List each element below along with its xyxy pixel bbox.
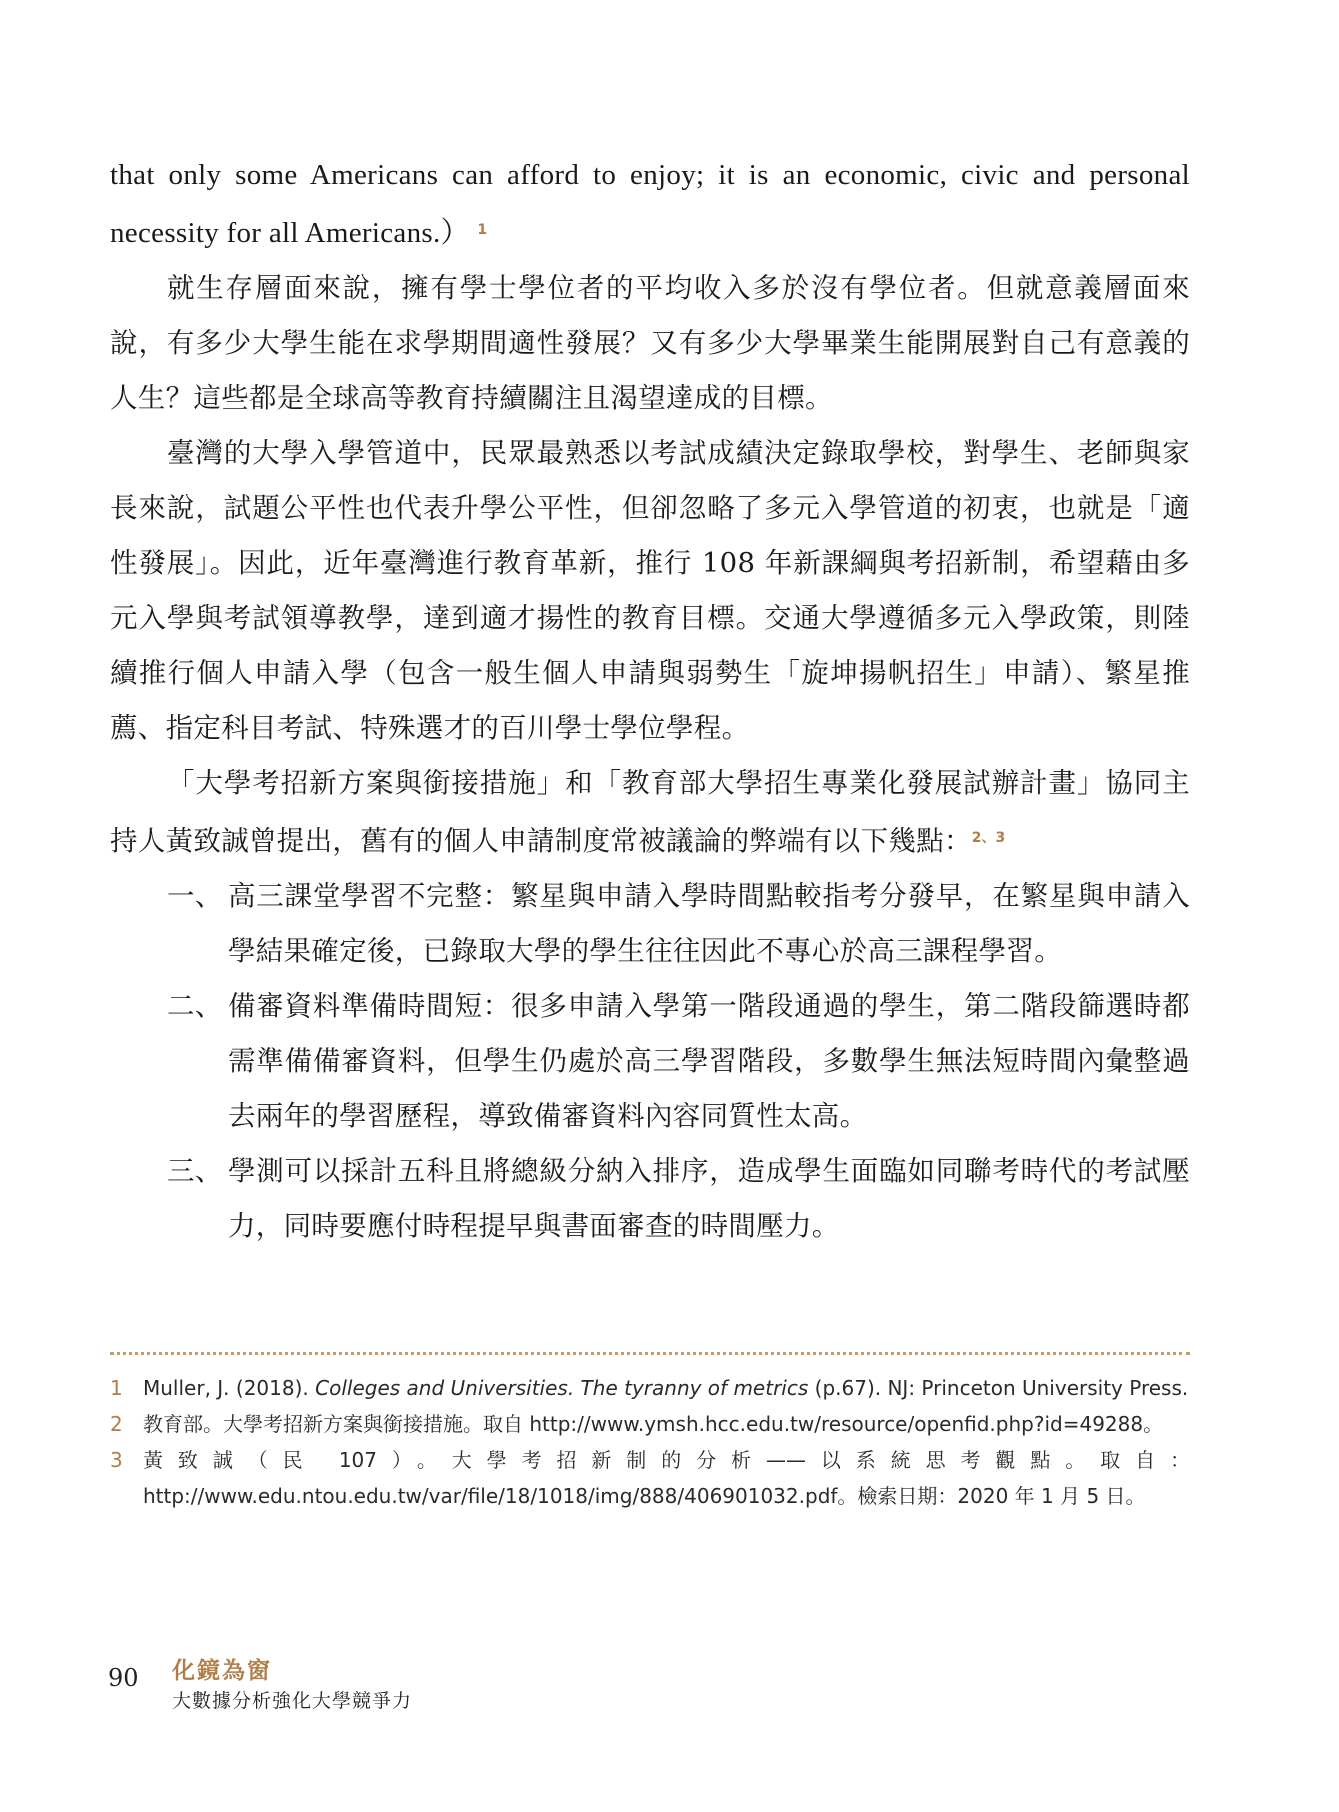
footnote-text-part: Muller, J. (2018). [143,1376,316,1400]
footnotes [110,1370,1190,1514]
list-marker: 一、 [167,880,223,912]
footnote-number: 2 [110,1412,123,1436]
list-item [110,869,1190,979]
list-item [110,979,1190,1144]
footnote-2 [110,1406,1190,1442]
footnote-title-italic: Colleges and Universities. The tyranny of metrics [315,1376,809,1400]
issue-list [110,869,1190,1254]
quote-text: that only some Americans can afford to enjoy; it is an economic, civic and personal necessity for all Americans.） [110,159,1190,249]
footnote-text[interactable]: 教育部。大學考招新方案與銜接措施。取自 http://www.ymsh.hcc.edu.tw/resource/openfid.php?id=49288。 [143,1412,1164,1436]
page-number: 90 [108,1664,139,1692]
list-marker: 三、 [167,1155,223,1187]
list-marker: 二、 [167,990,223,1022]
footnote-1 [110,1370,1190,1406]
quote-continuation [110,148,1190,261]
main-text [110,148,1190,1254]
footnote-text-part: (p.67). NJ: Princeton University Press. [808,1376,1189,1400]
footnote-number: 1 [110,1376,123,1400]
footnote-text [143,1376,1188,1400]
footnote-number: 3 [110,1448,123,1472]
list-item [110,1144,1190,1254]
list-item-text: 學測可以採計五科且將總級分納入排序，造成學生面臨如同聯考時代的考試壓力，同時要應付時程提早與書面審查的時間壓力。 [228,1155,1190,1242]
paragraph-2: 臺灣的大學入學管道中，民眾最熟悉以考試成績決定錄取學校，對學生、老師與家長來說，試題公平性也代表升學公平性，但卻忽略了多元入學管道的初衷，也就是「適性發展」。因此，近年臺灣進行教育革新，推行 108 年新課綱與考招新制，希望藉由多元入學與考試領導教學，達到適才揚性的教育目標。交通大學遵循多元入學政策，則陸續推行個人申請入學（包含一般生個人申請與弱勢生「旋坤揚帆招生」申請）、繁星推薦、指定科目考試、特殊選才的百川學士學位學程。 [110,437,1190,744]
footnote-divider [110,1352,1190,1355]
footnote-ref-1[interactable]: 1 [477,222,488,238]
footnote-3 [110,1442,1190,1514]
book-title: 化鏡為窗 [172,1658,272,1684]
list-item-text: 備審資料準備時間短：很多申請入學第一階段通過的學生，第二階段篩選時都需準備備審資料，但學生仍處於高三學習階段，多數學生無法短時間內彙整過去兩年的學習歷程，導致備審資料內容同質性太高。 [228,990,1190,1132]
paragraph-3-text: 「大學考招新方案與銜接措施」和「教育部大學招生專業化發展試辦計畫」協同主持人黃致誠曾提出，舊有的個人申請制度常被議論的弊端有以下幾點： [110,767,1190,857]
paragraph-3 [110,756,1190,869]
footnote-ref-2-3[interactable]: 2、3 [971,830,1006,846]
paragraph-1: 就生存層面來說，擁有學士學位者的平均收入多於沒有學位者。但就意義層面來說，有多少大學生能在求學期間適性發展？又有多少大學畢業生能開展對自己有意義的人生？這些都是全球高等教育持續關注且渴望達成的目標。 [110,272,1190,414]
footnote-text[interactable]: 黃致誠（民 107）。大學考招新制的分析——以系統思考觀點。取自：http://www.edu.ntou.edu.tw/var/file/18/1018/img/888/406901032.pdf。檢索日期：2020 年 1 月 5 日。 [143,1448,1190,1508]
book-subtitle: 大數據分析強化大學競爭力 [172,1690,413,1712]
list-item-text: 高三課堂學習不完整：繁星與申請入學時間點較指考分發早，在繁星與申請入學結果確定後，已錄取大學的學生往往因此不專心於高三課程學習。 [228,880,1190,967]
